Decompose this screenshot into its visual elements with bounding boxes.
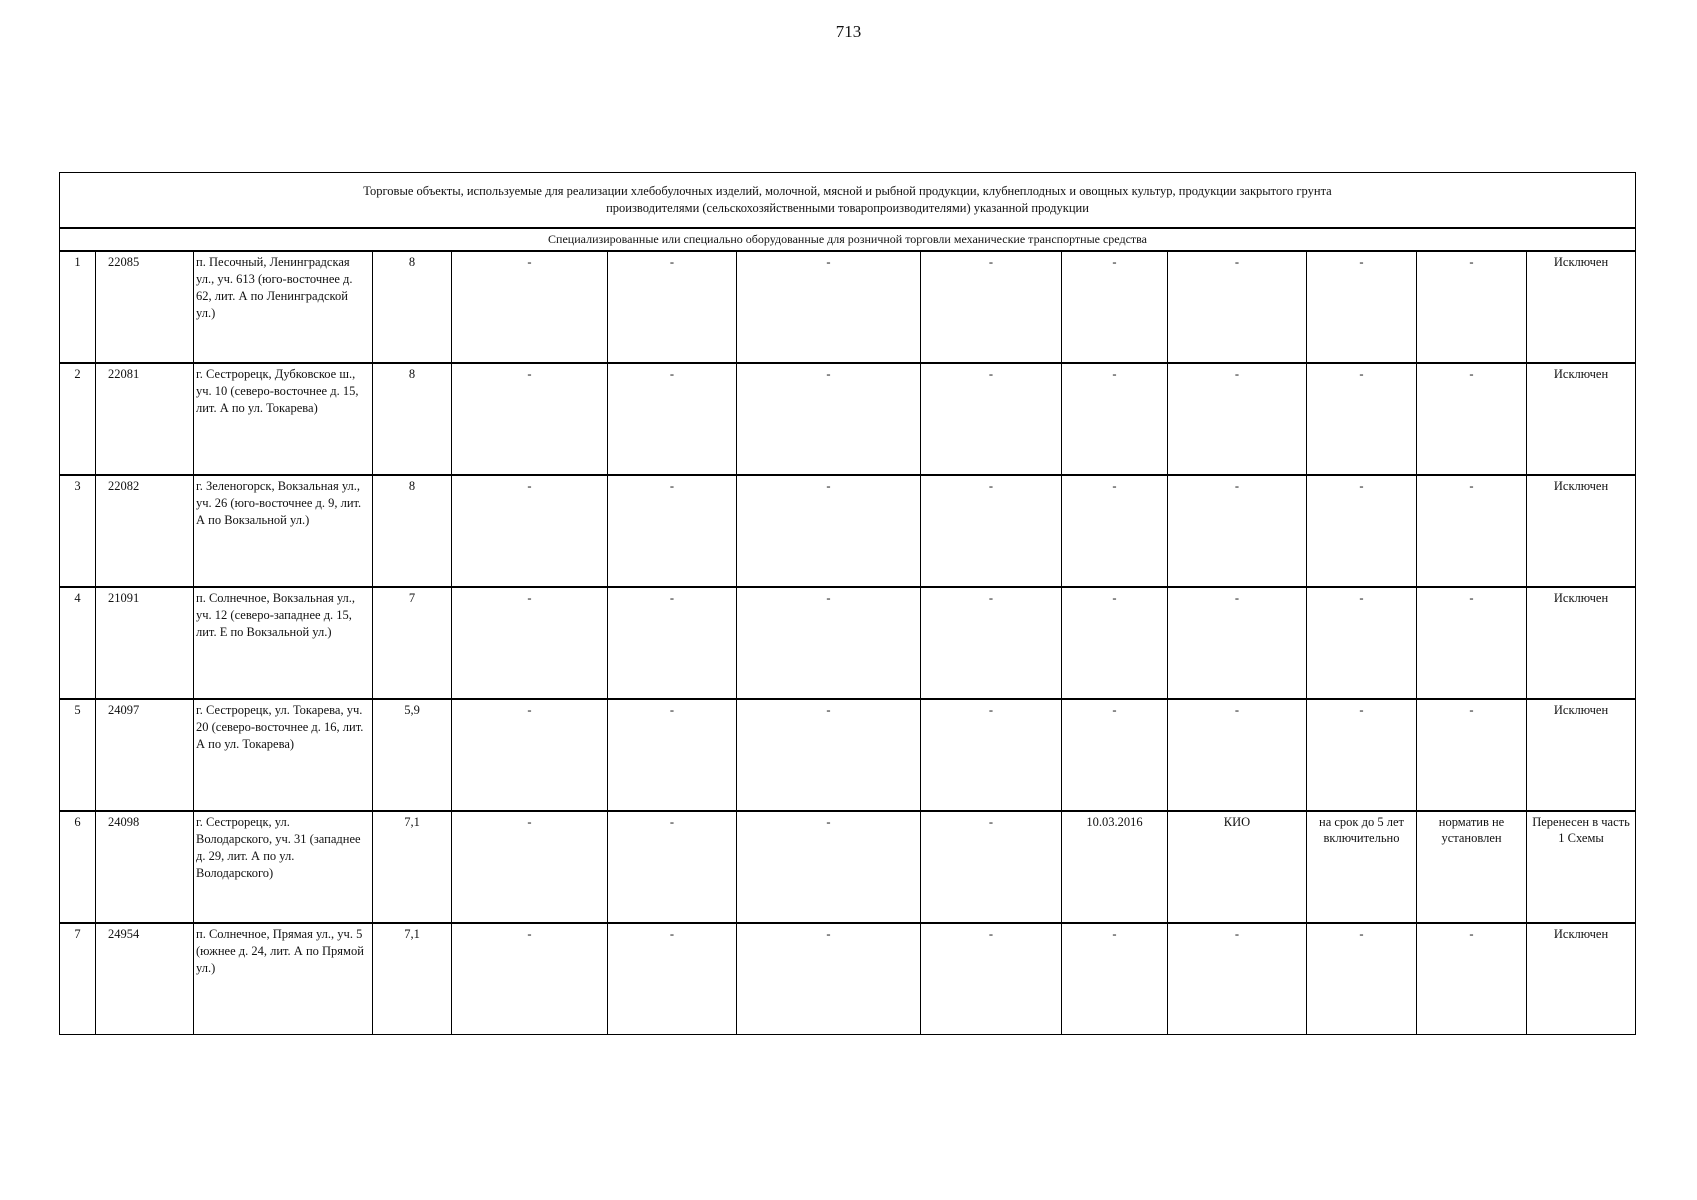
organization-cell: - [1168,923,1307,1035]
object-id-cell: 21091 [96,587,194,699]
row-number-cell: 4 [60,587,96,699]
term-cell: - [1307,363,1417,475]
table-subtitle-cell: Специализированные или специально оборудованные для розничной торговли механические транспортные средства [60,228,1636,251]
column-8-cell: - [921,923,1062,1035]
column-7-cell: - [737,363,921,475]
term-cell: - [1307,699,1417,811]
term-cell: - [1307,251,1417,363]
organization-cell: - [1168,363,1307,475]
column-5-cell: - [452,587,608,699]
object-id-cell: 22082 [96,475,194,587]
term-cell: - [1307,923,1417,1035]
column-8-cell: - [921,251,1062,363]
column-6-cell: - [608,251,737,363]
norm-cell: - [1417,923,1527,1035]
date-cell: - [1062,923,1168,1035]
date-cell: - [1062,251,1168,363]
object-id-cell: 24097 [96,699,194,811]
column-8-cell: - [921,475,1062,587]
address-cell: г. Сестрорецк, Дубковское ш., уч. 10 (северо-восточнее д. 15, лит. А по ул. Токарева) [194,363,373,475]
address-cell: п. Солнечное, Прямая ул., уч. 5 (южнее д. 24, лит. А по Прямой ул.) [194,923,373,1035]
date-cell: 10.03.2016 [1062,811,1168,923]
table-row [60,475,1636,587]
area-cell: 7 [373,587,452,699]
norm-cell: норматив не установлен [1417,811,1527,923]
date-cell: - [1062,363,1168,475]
row-number-cell: 7 [60,923,96,1035]
column-8-cell: - [921,587,1062,699]
column-7-cell: - [737,475,921,587]
organization-cell: - [1168,475,1307,587]
column-5-cell: - [452,811,608,923]
table-row [60,923,1636,1035]
area-cell: 8 [373,363,452,475]
norm-cell: - [1417,587,1527,699]
column-7-cell: - [737,811,921,923]
column-6-cell: - [608,363,737,475]
column-5-cell: - [452,251,608,363]
table-title-line-1: Торговые объекты, используемые для реализации хлебобулочных изделий, молочной, мясной и рыбной продукции, клубнеплодных и овощных культур, продукции закрытого грунта [363,184,1332,199]
column-7-cell: - [737,699,921,811]
column-5-cell: - [452,699,608,811]
object-id-cell: 24098 [96,811,194,923]
table-title-line-2: производителями (сельскохозяйственными товаропроизводителями) указанной продукции [606,201,1089,215]
date-cell: - [1062,475,1168,587]
column-6-cell: - [608,587,737,699]
organization-cell: КИО [1168,811,1307,923]
organization-cell: - [1168,587,1307,699]
term-cell: - [1307,475,1417,587]
row-number-cell: 3 [60,475,96,587]
organization-cell: - [1168,251,1307,363]
column-8-cell: - [921,699,1062,811]
address-cell: г. Зеленогорск, Вокзальная ул., уч. 26 (юго-восточнее д. 9, лит. А по Вокзальной ул.) [194,475,373,587]
table-row [60,699,1636,811]
column-7-cell: - [737,251,921,363]
address-cell: п. Песочный, Ленинградская ул., уч. 613 (юго-восточнее д. 62, лит. А по Ленинградской ул.) [194,251,373,363]
address-cell: п. Солнечное, Вокзальная ул., уч. 12 (северо-западнее д. 15, лит. Е по Вокзальной ул.) [194,587,373,699]
norm-cell: - [1417,363,1527,475]
status-cell: Исключен [1527,923,1636,1035]
trade-objects-table [59,172,1636,1035]
norm-cell: - [1417,475,1527,587]
column-5-cell: - [452,363,608,475]
date-cell: - [1062,699,1168,811]
object-id-cell: 22085 [96,251,194,363]
row-number-cell: 1 [60,251,96,363]
status-cell: Исключен [1527,251,1636,363]
column-5-cell: - [452,923,608,1035]
column-6-cell: - [608,699,737,811]
column-7-cell: - [737,587,921,699]
term-cell: на срок до 5 лет включительно [1307,811,1417,923]
column-8-cell: - [921,363,1062,475]
address-cell: г. Сестрорецк, ул. Володарского, уч. 31 (западнее д. 29, лит. А по ул. Володарского) [194,811,373,923]
table-title-cell [60,173,1636,229]
table-subtitle-row [60,228,1636,251]
status-cell: Исключен [1527,475,1636,587]
area-cell: 8 [373,251,452,363]
date-cell: - [1062,587,1168,699]
table-row [60,587,1636,699]
status-cell: Исключен [1527,699,1636,811]
norm-cell: - [1417,699,1527,811]
object-id-cell: 24954 [96,923,194,1035]
column-6-cell: - [608,811,737,923]
norm-cell: - [1417,251,1527,363]
area-cell: 7,1 [373,811,452,923]
column-8-cell: - [921,811,1062,923]
page-number: 713 [835,22,862,41]
area-cell: 8 [373,475,452,587]
row-number-cell: 2 [60,363,96,475]
status-cell: Исключен [1527,587,1636,699]
table-row [60,363,1636,475]
column-6-cell: - [608,475,737,587]
status-cell: Перенесен в часть 1 Схемы [1527,811,1636,923]
column-5-cell: - [452,475,608,587]
column-7-cell: - [737,923,921,1035]
area-cell: 7,1 [373,923,452,1035]
status-cell: Исключен [1527,363,1636,475]
object-id-cell: 22081 [96,363,194,475]
row-number-cell: 5 [60,699,96,811]
column-6-cell: - [608,923,737,1035]
table-row [60,251,1636,363]
table-row [60,811,1636,923]
area-cell: 5,9 [373,699,452,811]
row-number-cell: 6 [60,811,96,923]
table-title-row [60,173,1636,229]
organization-cell: - [1168,699,1307,811]
address-cell: г. Сестрорецк, ул. Токарева, уч. 20 (северо-восточнее д. 16, лит. А по ул. Токарева) [194,699,373,811]
term-cell: - [1307,587,1417,699]
